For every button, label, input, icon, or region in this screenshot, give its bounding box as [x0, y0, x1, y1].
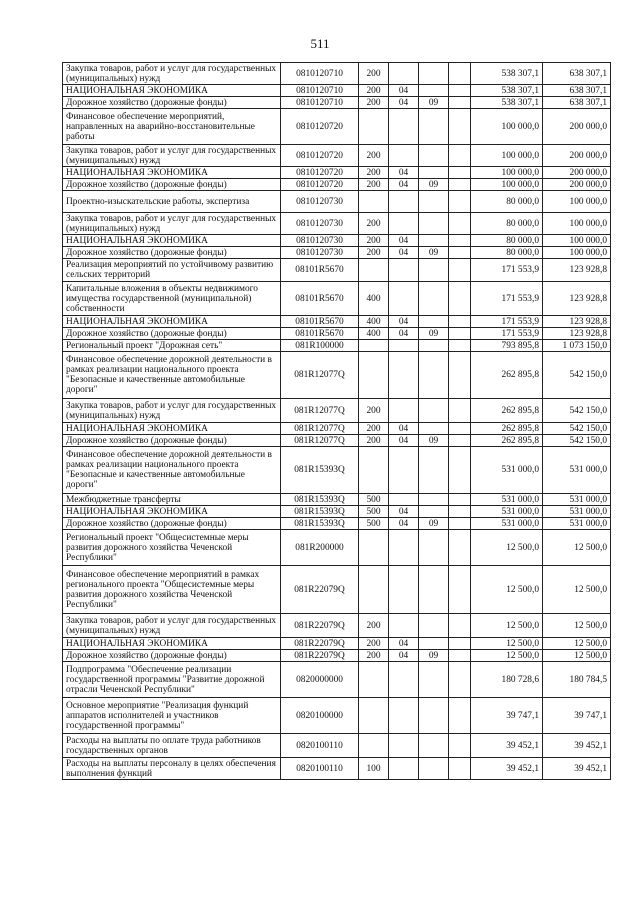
cell-rz: 04 [389, 638, 419, 650]
cell-v1: 531 000,0 [471, 447, 543, 494]
cell-empty [449, 734, 471, 758]
cell-v1: 12 500,0 [471, 566, 543, 614]
cell-rz [389, 191, 419, 213]
page-number: 511 [310, 36, 330, 51]
cell-pr [419, 494, 449, 506]
cell-empty [449, 282, 471, 316]
cell-v2: 200 000,0 [543, 179, 611, 191]
cell-empty [449, 109, 471, 145]
cell-rz [389, 109, 419, 145]
cell-v2: 100 000,0 [543, 213, 611, 235]
cell-pr [419, 316, 449, 328]
cell-v2: 638 307,1 [543, 63, 611, 85]
cell-v1: 12 500,0 [471, 614, 543, 638]
cell-vr: 200 [359, 435, 389, 447]
table-row [63, 97, 611, 109]
cell-code: 0820100110 [281, 734, 359, 758]
cell-vr [359, 734, 389, 758]
table-row [63, 530, 611, 566]
cell-v1: 262 895,8 [471, 352, 543, 399]
cell-code: 081R200000 [281, 530, 359, 566]
cell-name: Финансовое обеспечение дорожной деятельности в рамках реализации национального проекта "Безопасные и качественные автомобильные дороги" [63, 352, 281, 399]
cell-empty [449, 650, 471, 662]
cell-code: 0810120730 [281, 213, 359, 235]
cell-empty [449, 698, 471, 734]
cell-name: НАЦИОНАЛЬНАЯ ЭКОНОМИКА [63, 235, 281, 247]
cell-rz [389, 734, 419, 758]
cell-code: 0820000000 [281, 662, 359, 698]
cell-v2: 542 150,0 [543, 435, 611, 447]
cell-v2: 12 500,0 [543, 530, 611, 566]
cell-name: Закупка товаров, работ и услуг для государственных (муниципальных) нужд [63, 614, 281, 638]
cell-name: Финансовое обеспечение мероприятий в рамках регионального проекта "Общесистемные меры развития дорожного хозяйства Чеченской Республики" [63, 566, 281, 614]
cell-empty [449, 191, 471, 213]
cell-rz [389, 758, 419, 780]
cell-vr [359, 662, 389, 698]
cell-empty [449, 638, 471, 650]
cell-v2: 531 000,0 [543, 494, 611, 506]
cell-pr [419, 506, 449, 518]
cell-v1: 171 553,9 [471, 328, 543, 340]
cell-empty [449, 235, 471, 247]
cell-v1: 12 500,0 [471, 650, 543, 662]
cell-v2: 542 150,0 [543, 352, 611, 399]
cell-rz: 04 [389, 328, 419, 340]
cell-name: Закупка товаров, работ и услуг для государственных (муниципальных) нужд [63, 399, 281, 423]
cell-pr: 09 [419, 435, 449, 447]
cell-v2: 12 500,0 [543, 566, 611, 614]
cell-pr [419, 85, 449, 97]
cell-vr: 200 [359, 63, 389, 85]
table-row [63, 340, 611, 352]
cell-name: НАЦИОНАЛЬНАЯ ЭКОНОМИКА [63, 167, 281, 179]
cell-name: Проектно-изыскательские работы, экспертиза [63, 191, 281, 213]
cell-name: Финансовое обеспечение мероприятий, направленных на аварийно-восстановительные работы [63, 109, 281, 145]
cell-v1: 171 553,9 [471, 316, 543, 328]
cell-empty [449, 63, 471, 85]
cell-name: Дорожное хозяйство (дорожные фонды) [63, 518, 281, 530]
cell-empty [449, 494, 471, 506]
cell-pr [419, 614, 449, 638]
cell-empty [449, 167, 471, 179]
cell-vr: 200 [359, 235, 389, 247]
cell-v1: 262 895,8 [471, 435, 543, 447]
cell-empty [449, 423, 471, 435]
cell-name: Дорожное хозяйство (дорожные фонды) [63, 247, 281, 259]
cell-rz [389, 698, 419, 734]
cell-code: 081R22079Q [281, 566, 359, 614]
cell-name: НАЦИОНАЛЬНАЯ ЭКОНОМИКА [63, 423, 281, 435]
table-row [63, 734, 611, 758]
cell-code: 0810120720 [281, 167, 359, 179]
cell-v1: 538 307,1 [471, 97, 543, 109]
cell-code: 08101R5670 [281, 328, 359, 340]
cell-vr: 500 [359, 494, 389, 506]
cell-v1: 80 000,0 [471, 247, 543, 259]
cell-empty [449, 662, 471, 698]
cell-code: 0810120710 [281, 85, 359, 97]
cell-name: Дорожное хозяйство (дорожные фонды) [63, 435, 281, 447]
cell-code: 0810120730 [281, 247, 359, 259]
cell-pr [419, 530, 449, 566]
cell-vr [359, 259, 389, 282]
cell-v2: 542 150,0 [543, 423, 611, 435]
cell-rz [389, 63, 419, 85]
cell-vr: 200 [359, 145, 389, 167]
cell-v2: 531 000,0 [543, 518, 611, 530]
cell-code: 081R15393Q [281, 506, 359, 518]
cell-pr [419, 282, 449, 316]
cell-v1: 531 000,0 [471, 494, 543, 506]
cell-v2: 123 928,8 [543, 259, 611, 282]
cell-name: Дорожное хозяйство (дорожные фонды) [63, 650, 281, 662]
cell-code: 081R12077Q [281, 423, 359, 435]
cell-v1: 100 000,0 [471, 167, 543, 179]
cell-name: Дорожное хозяйство (дорожные фонды) [63, 97, 281, 109]
cell-v1: 39 452,1 [471, 734, 543, 758]
cell-rz [389, 566, 419, 614]
cell-empty [449, 213, 471, 235]
cell-code: 081R12077Q [281, 352, 359, 399]
cell-vr [359, 698, 389, 734]
table-row [63, 566, 611, 614]
cell-name: Дорожное хозяйство (дорожные фонды) [63, 179, 281, 191]
cell-pr [419, 758, 449, 780]
table-row [63, 447, 611, 494]
table-row [63, 179, 611, 191]
cell-name: Расходы на выплаты персоналу в целях обеспечения выполнения функций [63, 758, 281, 780]
cell-v2: 200 000,0 [543, 167, 611, 179]
cell-name: НАЦИОНАЛЬНАЯ ЭКОНОМИКА [63, 85, 281, 97]
cell-code: 081R15393Q [281, 518, 359, 530]
cell-empty [449, 179, 471, 191]
cell-code: 081R100000 [281, 340, 359, 352]
cell-name: НАЦИОНАЛЬНАЯ ЭКОНОМИКА [63, 316, 281, 328]
table-row [63, 247, 611, 259]
cell-vr [359, 352, 389, 399]
cell-name: НАЦИОНАЛЬНАЯ ЭКОНОМИКА [63, 638, 281, 650]
cell-name: Капитальные вложения в объекты недвижимого имущества государственной (муниципальной) собственности [63, 282, 281, 316]
cell-name: Подпрограмма "Обеспечение реализации государственной программы "Развитие дорожной отрасли Чеченской Республики" [63, 662, 281, 698]
cell-vr [359, 530, 389, 566]
cell-name: Закупка товаров, работ и услуг для государственных (муниципальных) нужд [63, 145, 281, 167]
cell-pr [419, 423, 449, 435]
cell-pr [419, 352, 449, 399]
cell-pr [419, 63, 449, 85]
cell-pr: 09 [419, 650, 449, 662]
cell-empty [449, 145, 471, 167]
cell-name: Закупка товаров, работ и услуг для государственных (муниципальных) нужд [63, 63, 281, 85]
cell-empty [449, 352, 471, 399]
cell-rz: 04 [389, 316, 419, 328]
cell-vr: 400 [359, 316, 389, 328]
table-row [63, 63, 611, 85]
table-row [63, 650, 611, 662]
cell-empty [449, 518, 471, 530]
cell-empty [449, 316, 471, 328]
cell-rz: 04 [389, 423, 419, 435]
cell-code: 0810120710 [281, 63, 359, 85]
cell-v2: 12 500,0 [543, 638, 611, 650]
cell-empty [449, 435, 471, 447]
cell-code: 08101R5670 [281, 282, 359, 316]
cell-empty [449, 566, 471, 614]
table-row [63, 614, 611, 638]
cell-v2: 100 000,0 [543, 191, 611, 213]
table-row [63, 638, 611, 650]
cell-v2: 39 452,1 [543, 734, 611, 758]
cell-v2: 531 000,0 [543, 447, 611, 494]
cell-v1: 80 000,0 [471, 213, 543, 235]
cell-rz [389, 282, 419, 316]
cell-rz [389, 213, 419, 235]
cell-name: Основное мероприятие "Реализация функций аппаратов исполнителей и участников государственной программы" [63, 698, 281, 734]
cell-v2: 180 784,5 [543, 662, 611, 698]
cell-pr [419, 662, 449, 698]
cell-rz: 04 [389, 435, 419, 447]
table-row [63, 85, 611, 97]
cell-rz: 04 [389, 235, 419, 247]
cell-code: 0820100110 [281, 758, 359, 780]
cell-pr [419, 340, 449, 352]
cell-name: Реализация мероприятий по устойчивому развитию сельских территорий [63, 259, 281, 282]
cell-v1: 538 307,1 [471, 63, 543, 85]
table-row [63, 399, 611, 423]
table-row [63, 191, 611, 213]
cell-rz: 04 [389, 179, 419, 191]
cell-vr [359, 340, 389, 352]
cell-pr [419, 734, 449, 758]
cell-code: 081R12077Q [281, 435, 359, 447]
cell-code: 0810120730 [281, 191, 359, 213]
cell-v1: 12 500,0 [471, 530, 543, 566]
cell-v2: 123 928,8 [543, 316, 611, 328]
cell-vr [359, 566, 389, 614]
cell-empty [449, 447, 471, 494]
cell-code: 08101R5670 [281, 259, 359, 282]
cell-pr [419, 698, 449, 734]
cell-vr: 200 [359, 179, 389, 191]
cell-rz [389, 447, 419, 494]
cell-v1: 39 452,1 [471, 758, 543, 780]
cell-empty [449, 399, 471, 423]
cell-v2: 638 307,1 [543, 85, 611, 97]
cell-rz: 04 [389, 97, 419, 109]
table-row [63, 506, 611, 518]
cell-vr: 200 [359, 423, 389, 435]
cell-code: 081R15393Q [281, 447, 359, 494]
cell-name: Региональный проект "Общесистемные меры развития дорожного хозяйства Чеченской Республики" [63, 530, 281, 566]
cell-empty [449, 530, 471, 566]
cell-pr [419, 638, 449, 650]
cell-code: 081R12077Q [281, 399, 359, 423]
cell-vr: 200 [359, 213, 389, 235]
cell-v2: 123 928,8 [543, 282, 611, 316]
cell-v1: 171 553,9 [471, 282, 543, 316]
cell-vr: 200 [359, 85, 389, 97]
cell-v1: 262 895,8 [471, 399, 543, 423]
cell-pr [419, 213, 449, 235]
cell-vr [359, 191, 389, 213]
table-row [63, 758, 611, 780]
cell-code: 0810120730 [281, 235, 359, 247]
cell-empty [449, 328, 471, 340]
table-row [63, 662, 611, 698]
cell-v1: 531 000,0 [471, 506, 543, 518]
cell-rz: 04 [389, 247, 419, 259]
cell-code: 081R22079Q [281, 614, 359, 638]
cell-code: 081R15393Q [281, 494, 359, 506]
cell-empty [449, 97, 471, 109]
cell-v1: 80 000,0 [471, 235, 543, 247]
cell-v1: 100 000,0 [471, 145, 543, 167]
cell-v2: 12 500,0 [543, 614, 611, 638]
cell-v1: 80 000,0 [471, 191, 543, 213]
cell-rz: 04 [389, 85, 419, 97]
table-row [63, 316, 611, 328]
cell-pr: 09 [419, 247, 449, 259]
cell-rz: 04 [389, 518, 419, 530]
cell-vr [359, 447, 389, 494]
cell-pr [419, 109, 449, 145]
cell-v1: 793 895,8 [471, 340, 543, 352]
cell-rz [389, 145, 419, 167]
cell-code: 0820100000 [281, 698, 359, 734]
cell-rz: 04 [389, 506, 419, 518]
cell-v2: 123 928,8 [543, 328, 611, 340]
cell-code: 081R22079Q [281, 650, 359, 662]
cell-v2: 39 452,1 [543, 758, 611, 780]
cell-v2: 1 073 150,0 [543, 340, 611, 352]
cell-pr [419, 259, 449, 282]
cell-rz: 04 [389, 650, 419, 662]
table-row [63, 259, 611, 282]
cell-code: 0810120720 [281, 179, 359, 191]
cell-empty [449, 614, 471, 638]
table-row [63, 167, 611, 179]
cell-v2: 200 000,0 [543, 145, 611, 167]
table-row [63, 328, 611, 340]
cell-pr: 09 [419, 328, 449, 340]
cell-v2: 39 747,1 [543, 698, 611, 734]
table-row [63, 698, 611, 734]
cell-v1: 531 000,0 [471, 518, 543, 530]
cell-vr: 200 [359, 650, 389, 662]
cell-rz [389, 259, 419, 282]
cell-v1: 262 895,8 [471, 423, 543, 435]
table-row [63, 145, 611, 167]
cell-rz [389, 662, 419, 698]
cell-pr [419, 191, 449, 213]
cell-v2: 638 307,1 [543, 97, 611, 109]
cell-code: 0810120720 [281, 109, 359, 145]
table-row [63, 352, 611, 399]
cell-v1: 39 747,1 [471, 698, 543, 734]
cell-empty [449, 247, 471, 259]
cell-vr: 200 [359, 399, 389, 423]
cell-rz [389, 530, 419, 566]
cell-v1: 180 728,6 [471, 662, 543, 698]
cell-code: 08101R5670 [281, 316, 359, 328]
table-row [63, 213, 611, 235]
cell-code: 0810120720 [281, 145, 359, 167]
cell-v1: 12 500,0 [471, 638, 543, 650]
cell-v2: 100 000,0 [543, 247, 611, 259]
budget-table [62, 62, 611, 780]
cell-rz: 04 [389, 167, 419, 179]
cell-empty [449, 506, 471, 518]
cell-pr [419, 145, 449, 167]
cell-v1: 171 553,9 [471, 259, 543, 282]
cell-name: НАЦИОНАЛЬНАЯ ЭКОНОМИКА [63, 506, 281, 518]
cell-name: Региональный проект "Дорожная сеть" [63, 340, 281, 352]
cell-code: 081R22079Q [281, 638, 359, 650]
cell-vr: 400 [359, 282, 389, 316]
cell-pr [419, 235, 449, 247]
cell-pr: 09 [419, 518, 449, 530]
cell-name: Межбюджетные трансферты [63, 494, 281, 506]
cell-v2: 12 500,0 [543, 650, 611, 662]
cell-vr: 400 [359, 328, 389, 340]
cell-name: Закупка товаров, работ и услуг для государственных (муниципальных) нужд [63, 213, 281, 235]
cell-v2: 100 000,0 [543, 235, 611, 247]
cell-rz [389, 494, 419, 506]
cell-vr: 500 [359, 518, 389, 530]
cell-rz [389, 399, 419, 423]
cell-name: Финансовое обеспечение дорожной деятельности в рамках реализации национального проекта "Безопасные и качественные автомобильные дороги" [63, 447, 281, 494]
cell-rz [389, 614, 419, 638]
cell-pr [419, 399, 449, 423]
cell-rz [389, 340, 419, 352]
cell-vr [359, 109, 389, 145]
table-row [63, 109, 611, 145]
cell-v1: 100 000,0 [471, 179, 543, 191]
table-row [63, 435, 611, 447]
cell-empty [449, 85, 471, 97]
cell-pr [419, 566, 449, 614]
cell-vr: 200 [359, 167, 389, 179]
cell-v2: 542 150,0 [543, 399, 611, 423]
table-row [63, 518, 611, 530]
cell-name: Расходы на выплаты по оплате труда работников государственных органов [63, 734, 281, 758]
cell-pr [419, 447, 449, 494]
cell-pr [419, 167, 449, 179]
cell-empty [449, 259, 471, 282]
table-row [63, 423, 611, 435]
cell-rz [389, 352, 419, 399]
cell-vr: 200 [359, 97, 389, 109]
cell-pr: 09 [419, 97, 449, 109]
table-row [63, 235, 611, 247]
cell-vr: 100 [359, 758, 389, 780]
cell-pr: 09 [419, 179, 449, 191]
cell-name: Дорожное хозяйство (дорожные фонды) [63, 328, 281, 340]
cell-v2: 200 000,0 [543, 109, 611, 145]
cell-empty [449, 758, 471, 780]
cell-v1: 538 307,1 [471, 85, 543, 97]
cell-vr: 200 [359, 638, 389, 650]
cell-code: 0810120710 [281, 97, 359, 109]
table-row [63, 282, 611, 316]
cell-vr: 200 [359, 614, 389, 638]
cell-v1: 100 000,0 [471, 109, 543, 145]
cell-empty [449, 340, 471, 352]
cell-v2: 531 000,0 [543, 506, 611, 518]
cell-vr: 200 [359, 247, 389, 259]
table-row [63, 494, 611, 506]
cell-vr: 500 [359, 506, 389, 518]
